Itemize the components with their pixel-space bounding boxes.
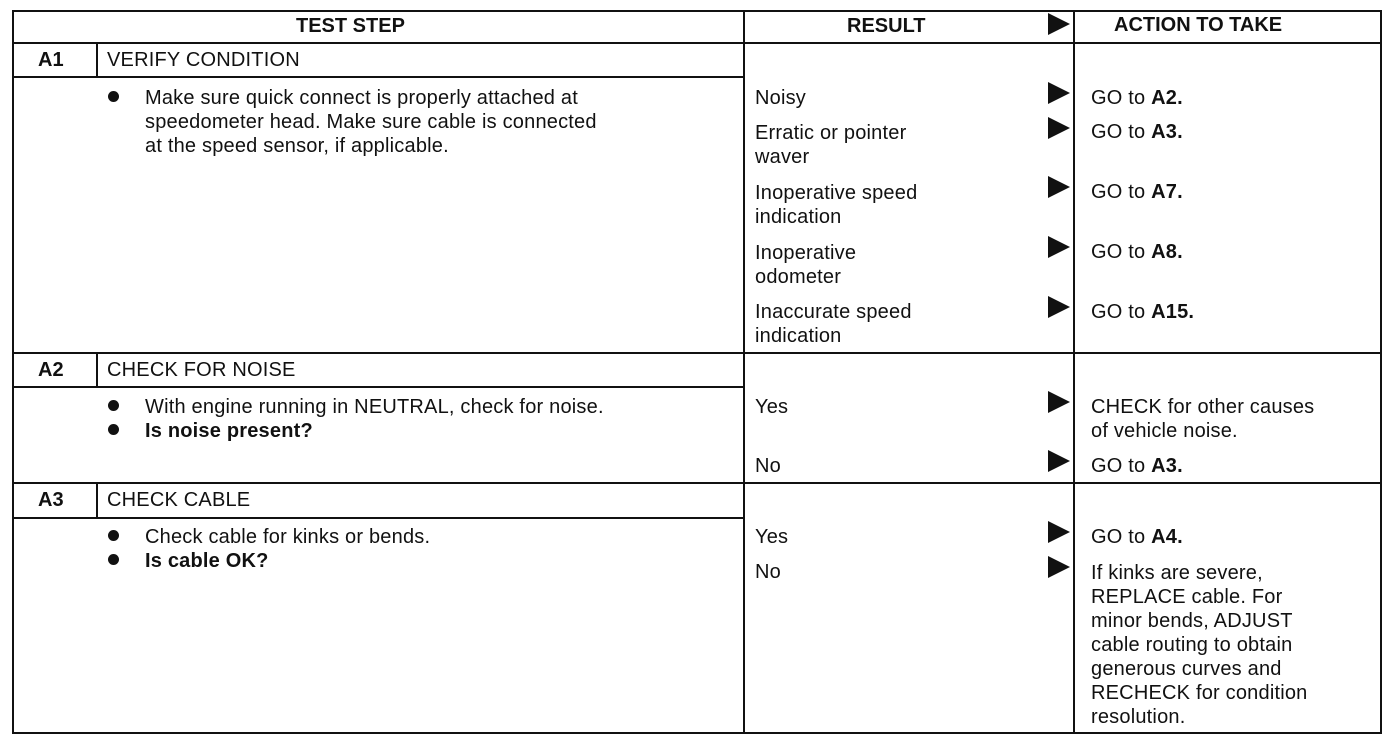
a3-action-no-l5: generous curves and: [1091, 658, 1282, 680]
a2-bullet-1: With engine running in NEUTRAL, check for noise.: [145, 396, 604, 418]
a3-action-no-l7: resolution.: [1091, 706, 1186, 728]
a2-action-yes-l2: of vehicle noise.: [1091, 420, 1238, 442]
a1-action-inop-speed: GO to A7.: [1091, 181, 1183, 203]
a3-title-bottom: [12, 517, 744, 519]
a1-result-inop-speed-l2: indication: [755, 206, 842, 228]
a2-title-bottom: [12, 386, 744, 388]
a3-action-no-l6: RECHECK for condition: [1091, 682, 1308, 704]
bullet-icon: [108, 530, 119, 541]
a3-action-no-l2: REPLACE cable. For: [1091, 586, 1283, 608]
arrow-icon: [1048, 82, 1070, 104]
arrow-icon: [1048, 450, 1070, 472]
a1-result-erratic-l1: Erratic or pointer: [755, 122, 907, 144]
a1-action-inaccurate: GO to A15.: [1091, 301, 1195, 323]
a3-result-no: No: [755, 561, 781, 583]
bullet-icon: [108, 91, 119, 102]
a1-result-inaccurate-l1: Inaccurate speed: [755, 301, 912, 323]
table-bottom-border: [12, 732, 1382, 734]
action-column-divider: [1073, 10, 1075, 734]
a1-title-bottom: [12, 76, 744, 78]
header-bottom-border: [12, 42, 1382, 44]
a3-result-yes: Yes: [755, 526, 789, 548]
step-title-a1: VERIFY CONDITION: [107, 49, 300, 71]
arrow-icon: [1048, 176, 1070, 198]
a3-action-no-l3: minor bends, ADJUST: [1091, 610, 1293, 632]
table-right-border: [1380, 10, 1382, 734]
a1-bullet-line-3: at the speed sensor, if applicable.: [145, 135, 449, 157]
a2-action-no: GO to A3.: [1091, 455, 1183, 477]
arrow-icon: [1048, 296, 1070, 318]
step-id-a2: A2: [38, 359, 64, 381]
a1-bullet-line-1: Make sure quick connect is properly attached at: [145, 87, 578, 109]
a1-result-inaccurate-l2: indication: [755, 325, 842, 347]
arrow-icon: [1048, 521, 1070, 543]
a3-action-no-l4: cable routing to obtain: [1091, 634, 1293, 656]
result-column-divider: [743, 10, 745, 734]
a1-action-erratic: GO to A3.: [1091, 121, 1183, 143]
step-title-a2: CHECK FOR NOISE: [107, 359, 296, 381]
header-result: RESULT: [847, 15, 926, 37]
header-arrow-icon: [1048, 13, 1070, 35]
a1-action-noisy: GO to A2.: [1091, 87, 1183, 109]
step-id-a1: A1: [38, 49, 64, 71]
table-left-border: [12, 10, 14, 734]
a2-action-yes-l1: CHECK for other causes: [1091, 396, 1315, 418]
header-test-step: TEST STEP: [296, 15, 405, 37]
a3-id-divider: [96, 482, 98, 519]
step-title-a3: CHECK CABLE: [107, 489, 251, 511]
a1-result-inop-odo-l2: odometer: [755, 266, 842, 288]
bullet-icon: [108, 554, 119, 565]
table-top-border: [12, 10, 1382, 12]
a3-top-border: [12, 482, 1382, 484]
a1-action-inop-odo: GO to A8.: [1091, 241, 1183, 263]
a1-id-divider: [96, 42, 98, 78]
bullet-icon: [108, 400, 119, 411]
header-action: ACTION TO TAKE: [1114, 14, 1283, 36]
a2-result-no: No: [755, 455, 781, 477]
arrow-icon: [1048, 236, 1070, 258]
a3-bullet-1: Check cable for kinks or bends.: [145, 526, 431, 548]
step-id-a3: A3: [38, 489, 64, 511]
a3-bullet-2: Is cable OK?: [145, 550, 269, 572]
a2-id-divider: [96, 352, 98, 388]
arrow-icon: [1048, 556, 1070, 578]
a1-result-inop-speed-l1: Inoperative speed: [755, 182, 918, 204]
arrow-icon: [1048, 391, 1070, 413]
arrow-icon: [1048, 117, 1070, 139]
a3-action-no-l1: If kinks are severe,: [1091, 562, 1263, 584]
bullet-icon: [108, 424, 119, 435]
a2-bullet-2: Is noise present?: [145, 420, 313, 442]
a1-bullet-line-2: speedometer head. Make sure cable is connected: [145, 111, 597, 133]
a1-result-noisy: Noisy: [755, 87, 807, 109]
a3-action-yes: GO to A4.: [1091, 526, 1183, 548]
a2-top-border: [12, 352, 1382, 354]
a2-result-yes: Yes: [755, 396, 789, 418]
a1-result-inop-odo-l1: Inoperative: [755, 242, 857, 264]
a1-result-erratic-l2: waver: [755, 146, 810, 168]
